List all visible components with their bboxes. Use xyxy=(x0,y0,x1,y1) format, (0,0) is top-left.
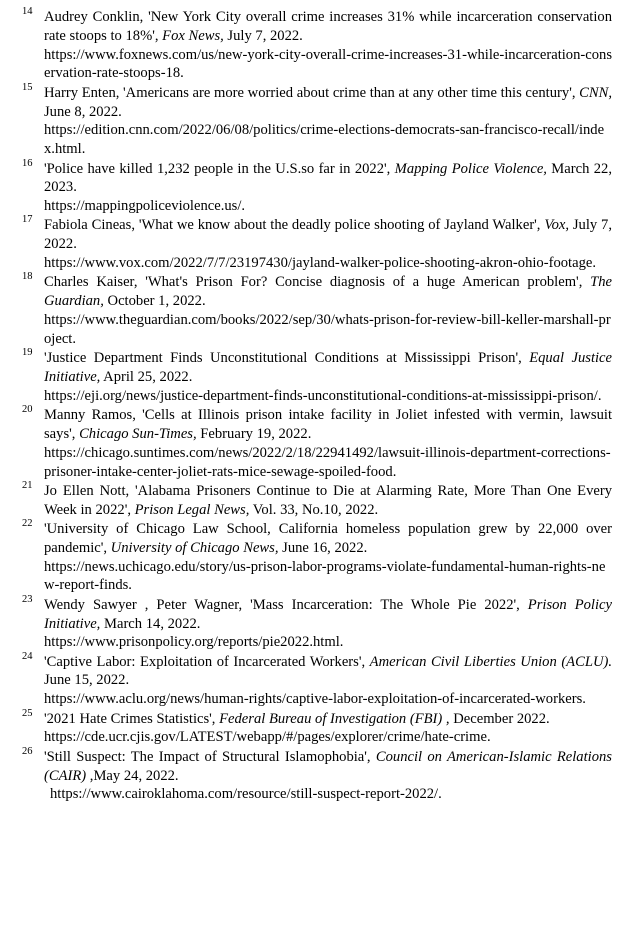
reference-body xyxy=(44,520,612,558)
reference-date: June 8, 2022. xyxy=(44,103,122,120)
reference-number: 18 xyxy=(22,271,33,283)
reference-source-title: Equal Justice Initiative, xyxy=(44,350,613,385)
reference-url[interactable]: https://cde.ucr.cjis.gov/LATEST/webapp/#/pages/explorer/crime/hate-crime. xyxy=(44,729,491,746)
reference-url[interactable]: https://mappingpoliceviolence.us/. xyxy=(44,198,246,215)
reference-citation-text: Jo Ellen Nott, 'Alabama Prisoners Continue to Die at Alarming Rate, More Than One Every Week in 2022', xyxy=(44,482,612,518)
reference-url[interactable]: https://www.theguardian.com/books/2022/sep/30/whats-prison-for-review-bill-keller-marshall-project. xyxy=(44,312,611,347)
reference-source-title: The Guardian, xyxy=(44,274,612,310)
reference-body xyxy=(44,84,612,122)
reference-number: 25 xyxy=(22,707,33,719)
reference-body xyxy=(44,653,612,691)
reference-citation-text: 'University of Chicago Law School, California homeless population grew by 22,000 over pandemic', xyxy=(44,520,612,556)
reference-citation-text: 'Captive Labor: Exploitation of Incarcerated Workers', xyxy=(44,653,366,670)
reference-citation-text: '2021 Hate Crimes Statistics', xyxy=(44,710,216,727)
reference-entry xyxy=(22,650,612,709)
reference-body xyxy=(44,349,612,387)
reference-citation-text: 'Still Suspect: The Impact of Structural Islamophobia', xyxy=(44,748,371,765)
reference-number: 14 xyxy=(22,6,33,17)
reference-citation-text: Fabiola Cineas, 'What we know about the deadly police shooting of Jayland Walker', xyxy=(44,217,541,234)
reference-source-title: Vox, xyxy=(544,217,570,234)
reference-url[interactable]: https://www.prisonpolicy.org/reports/pie2022.html. xyxy=(44,634,344,651)
reference-url[interactable]: https://www.foxnews.com/us/new-york-city-overall-crime-increases-31-while-incarceration-conservation-rate-stoops-18. xyxy=(44,46,613,82)
reference-entry xyxy=(22,479,612,520)
reference-body xyxy=(44,482,612,520)
reference-date: June 16, 2022. xyxy=(278,539,368,556)
reference-source-title: Prison Policy Initiative, xyxy=(44,596,612,632)
reference-number: 23 xyxy=(22,593,33,605)
reference-date: April 25, 2022. xyxy=(100,368,193,385)
reference-date: March 14, 2022. xyxy=(100,615,201,632)
reference-citation-text: Audrey Conklin, 'New York City overall crime increases 31% while incarceration conservation rate stoops to 18%', xyxy=(44,9,612,44)
reference-url[interactable]: https://eji.org/news/justice-department-finds-unconstitutional-conditions-at-mississippi-prison/. xyxy=(44,387,602,404)
reference-entry xyxy=(22,8,612,83)
reference-date: October 1, 2022. xyxy=(103,293,206,310)
reference-citation-text: Charles Kaiser, 'What's Prison For? Concise diagnosis of a huge American problem', xyxy=(44,274,583,291)
reference-source-title: Chicago Sun-Times, xyxy=(79,425,197,442)
reference-date: ,May 24, 2022. xyxy=(86,767,179,784)
reference-entry xyxy=(22,593,612,652)
reference-citation-text: Wendy Sawyer , Peter Wagner, 'Mass Incarceration: The Whole Pie 2022', xyxy=(44,596,520,613)
reference-source-title: Federal Bureau of Investigation (FBI) , xyxy=(219,710,450,727)
reference-entry xyxy=(22,157,612,216)
reference-number: 26 xyxy=(22,745,33,757)
reference-body xyxy=(44,406,612,444)
reference-body xyxy=(44,748,612,786)
reference-number: 16 xyxy=(22,157,33,169)
reference-date: Vol. 33, No.10, 2022. xyxy=(249,501,379,518)
reference-entry xyxy=(22,273,612,348)
reference-number: 24 xyxy=(22,650,33,662)
reference-body xyxy=(44,596,612,634)
reference-url[interactable]: https://edition.cnn.com/2022/06/08/politics/crime-elections-democrats-san-francisco-recall/index.html. xyxy=(44,122,605,158)
reference-url[interactable]: https://news.uchicago.edu/story/us-prison-labor-programs-violate-fundamental-human-rights-new-report-finds. xyxy=(44,558,606,594)
reference-citation-text: Harry Enten, 'Americans are more worried about crime than at any other time this century', xyxy=(44,84,576,101)
reference-number: 19 xyxy=(22,347,33,359)
reference-url[interactable]: https://www.cairoklahoma.com/resource/still-suspect-report-2022/. xyxy=(50,786,442,803)
reference-body xyxy=(44,160,612,198)
reference-citation-text: 'Justice Department Finds Unconstitutional Conditions at Mississippi Prison', xyxy=(44,350,522,367)
reference-source-title: Mapping Police Violence, xyxy=(394,160,547,177)
reference-date: December 2022. xyxy=(449,710,550,727)
reference-citation-text: 'Police have killed 1,232 people in the U.S.so far in 2022', xyxy=(44,160,391,177)
reference-url[interactable]: https://www.aclu.org/news/human-rights/captive-labor-exploitation-of-incarcerated-workers. xyxy=(44,691,586,708)
reference-list xyxy=(22,8,612,804)
reference-body xyxy=(44,8,612,46)
reference-entry xyxy=(22,349,612,405)
reference-body xyxy=(44,710,612,729)
reference-entry xyxy=(22,517,612,595)
reference-entry xyxy=(22,216,612,272)
reference-date: February 19, 2022. xyxy=(196,425,312,442)
reference-citation-text: Manny Ramos, 'Cells at Illinois prison intake facility in Joliet infested with vermin, lawsuit says', xyxy=(44,407,612,442)
reference-number: 20 xyxy=(22,404,33,416)
reference-number: 15 xyxy=(22,81,33,93)
reference-entry xyxy=(22,707,612,748)
reference-date: July 7, 2022. xyxy=(44,217,612,253)
reference-number: 17 xyxy=(22,214,33,226)
reference-source-title: American Civil Liberties Union (ACLU). xyxy=(369,653,612,670)
reference-number: 22 xyxy=(22,517,33,529)
reference-date: July 7, 2022. xyxy=(223,27,303,44)
reference-date: March 22, 2023. xyxy=(44,160,612,196)
reference-url[interactable]: https://www.vox.com/2022/7/7/23197430/jayland-walker-police-shooting-akron-ohio-footage. xyxy=(44,255,596,272)
reference-entry xyxy=(22,745,612,804)
reference-url[interactable]: https://chicago.suntimes.com/news/2022/2/18/22941492/lawsuit-illinois-department-corrections-prisoner-intake-center-joliet-rats-mice-sewage-spoiled-food. xyxy=(44,444,611,480)
reference-entry xyxy=(22,406,612,481)
reference-number: 21 xyxy=(22,479,33,491)
reference-source-title: CNN, xyxy=(579,84,612,101)
reference-entry xyxy=(22,81,612,159)
reference-body xyxy=(44,216,612,254)
reference-body xyxy=(44,273,612,311)
reference-source-title: Prison Legal News, xyxy=(134,501,250,518)
reference-source-title: Fox News, xyxy=(162,27,224,44)
reference-date: June 15, 2022. xyxy=(44,672,130,689)
reference-source-title: University of Chicago News, xyxy=(110,539,279,556)
reference-source-title: Council on American-Islamic Relations (CAIR) xyxy=(44,748,612,784)
